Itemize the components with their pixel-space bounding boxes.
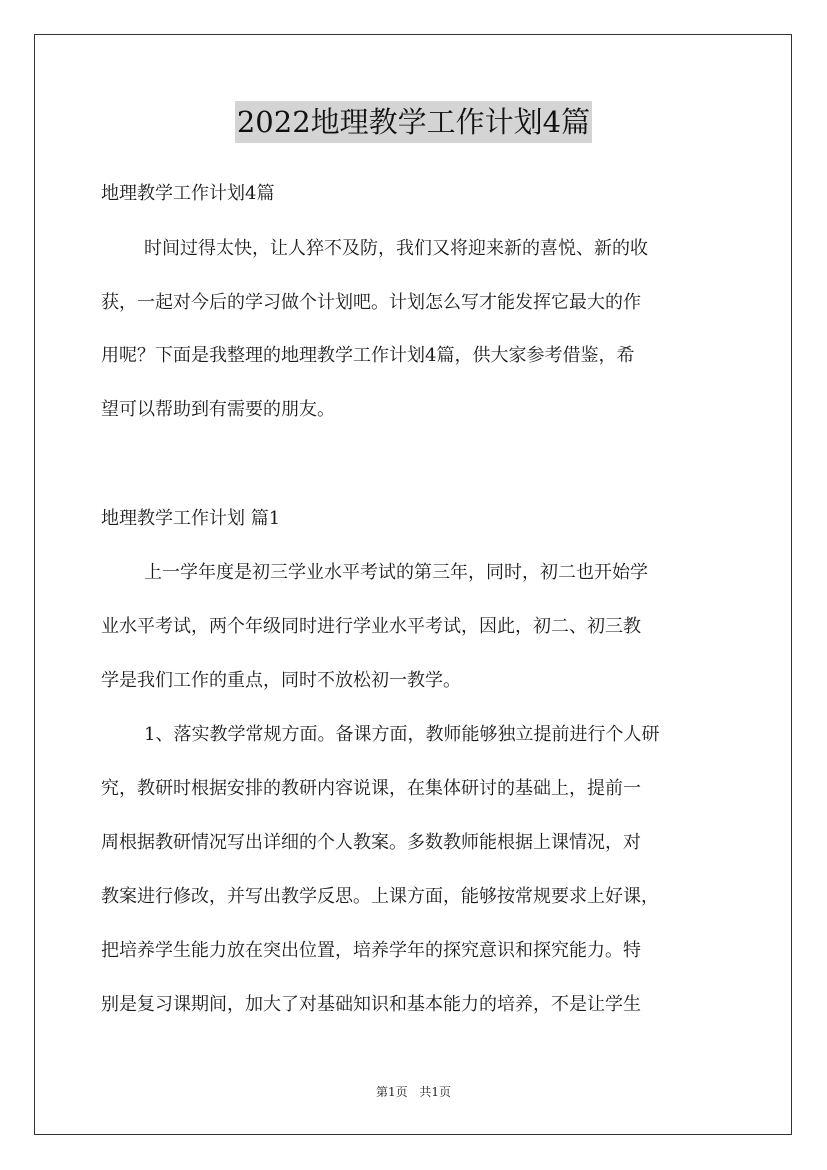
document-subtitle: 地理教学工作计划4篇 [101, 183, 275, 204]
paragraph-line: 别是复习课期间，加大了对基础知识和基本能力的培养，不是让学生 [101, 994, 641, 1015]
intro-line: 望可以帮助到有需要的朋友。 [101, 399, 335, 420]
page-total: 共1页 [419, 1085, 452, 1099]
intro-line: 时间过得太快，让人猝不及防，我们又将迎来新的喜悦、新的收 [144, 238, 648, 259]
paragraph-line: 周根据教研情况写出详细的个人教案。多数教师能根据上课情况，对 [101, 832, 641, 853]
paragraph-line: 究，教研时根据安排的教研内容说课，在集体研讨的基础上，提前一 [101, 778, 641, 799]
paragraph-line: 1、落实教学常规方面。备课方面，教师能够独立提前进行个人研 [144, 724, 660, 745]
paragraph-line: 把培养学生能力放在突出位置，培养学年的探究意识和探究能力。特 [101, 940, 641, 961]
paragraph-line: 学是我们工作的重点，同时不放松初一教学。 [101, 670, 461, 691]
paragraph-line: 业水平考试，两个年级同时进行学业水平考试，因此，初二、初三教 [101, 616, 641, 637]
section-heading: 地理教学工作计划 篇1 [101, 508, 281, 529]
document-title-container [0, 101, 827, 143]
page-number: 第1页 [375, 1085, 408, 1099]
intro-line: 获，一起对今后的学习做个计划吧。计划怎么写才能发挥它最大的作 [101, 292, 641, 313]
paragraph-line: 教案进行修改，并写出教学反思。上课方面，能够按常规要求上好课， [101, 886, 659, 907]
intro-line: 用呢？下面是我整理的地理教学工作计划4篇，供大家参考借鉴，希 [101, 345, 635, 366]
paragraph-line: 上一学年度是初三学业水平考试的第三年，同时，初二也开始学 [144, 562, 648, 583]
page-footer [0, 1084, 827, 1100]
document-title: 2022地理教学工作计划4篇 [235, 101, 592, 143]
